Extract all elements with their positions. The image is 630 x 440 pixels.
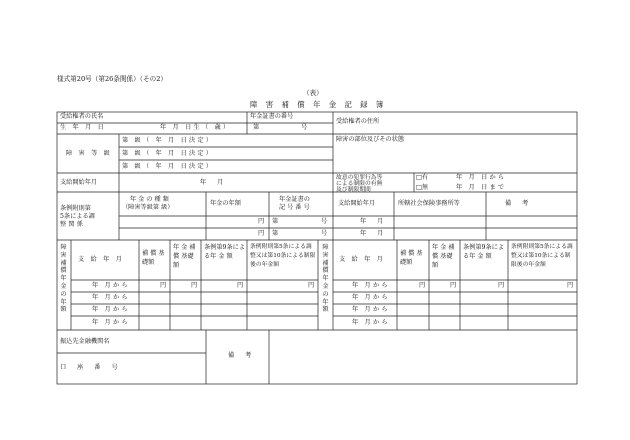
table-row-from: 年 月から	[352, 319, 390, 326]
option-no-checkbox[interactable]: □無	[416, 184, 429, 191]
pension-cert-value: 第 号	[253, 124, 328, 131]
table-row-yen: 円	[308, 282, 315, 289]
recipient-name-label: 受給権者の氏名	[60, 113, 104, 120]
office-label: 所轄社会保険事務所等	[398, 200, 460, 207]
grade-label: 障 害 等 級	[66, 150, 113, 157]
birth-date-label: 生 年 月 日	[60, 124, 107, 131]
crime-label-2: による制限の有無	[336, 181, 383, 187]
ledger-side-label-left: 障害補償年金の年額	[60, 244, 67, 314]
pension-cert-number-label-1: 年金証書の	[279, 196, 310, 203]
col-pension-left: 年 金 補 償 基礎額	[173, 244, 196, 269]
start-value: 年 月	[200, 179, 228, 186]
table-row-from: 年 月から	[352, 282, 390, 289]
table-row-from: 年 月から	[92, 282, 130, 289]
adjust-gou-1: 号	[321, 218, 328, 225]
col-rule9-right: 条例第9条による年 金 額	[463, 244, 505, 260]
table-row-from: 年 月から	[352, 306, 390, 313]
pension-kind-label: 年 金 の 種 類	[130, 196, 169, 203]
col-base-left: 補 償 基礎額	[142, 250, 165, 266]
bank-name-label: 振込先金融機関名	[60, 338, 110, 345]
adjust-label-3: 整関係	[60, 221, 86, 228]
table-row-from: 年 月から	[352, 294, 390, 301]
option-no-dates: 年 月 日まで	[456, 184, 507, 191]
grade-row-3: 第 級（ 年 月 日決定）	[122, 163, 215, 170]
table-marker: （表）	[303, 89, 323, 97]
adjust-dai-2: 第	[272, 230, 279, 237]
adjust-ym-2: 年 月	[360, 230, 388, 237]
ledger-side-label-right: 障害補償年金の年額	[322, 244, 329, 314]
pension-cert-label: 年金証書の番号	[250, 113, 294, 120]
table-row-yen: 円	[450, 282, 457, 289]
option-yes-dates: 年 月 日から	[456, 174, 507, 181]
table-row-from: 年 月から	[92, 306, 130, 313]
col-month-right: 支 給 年 月	[339, 256, 386, 263]
grade-row-2: 第 級（ 年 月 日決定）	[122, 150, 215, 157]
col-month-left: 支 給 年 月	[78, 256, 125, 263]
grade-row-1: 第 級（ 年 月 日決定）	[122, 137, 215, 144]
page-title: 障 害 補 償 年 金 記 録 簿	[250, 100, 387, 109]
table-row-yen: 円	[237, 282, 244, 289]
table-row-from: 年 月から	[92, 319, 130, 326]
crime-label-3: 及び制限期間	[336, 187, 371, 193]
adjust-remarks-label: 備 考	[505, 200, 533, 207]
col-adjusted-right: 条例附則第5条による調整又は第10条による制限後の年金額	[511, 244, 573, 268]
col-base-right: 補 償 基礎額	[400, 250, 423, 266]
bottom-remarks-label: 備 考	[228, 352, 256, 359]
adjust-gou-2: 号	[321, 230, 328, 237]
option-yes-checkbox[interactable]: □有	[416, 174, 429, 181]
adjust-label-2: 5条による調	[60, 213, 95, 220]
table-row-yen: 円	[191, 282, 198, 289]
col-adjusted-left: 条例附則第5条による調整又は第10条による制限後の年金額	[250, 244, 316, 268]
crime-label-1: 故意の犯罪行為等	[336, 175, 383, 181]
adjust-label-1: 条例附則第	[60, 205, 91, 212]
pension-cert-number-label-2: 記 号 番 号	[279, 204, 310, 211]
adjust-start-label: 支給開始年月	[338, 200, 376, 207]
pension-kind-grade: （障害等級第 級）	[122, 204, 174, 211]
adjust-ym-1: 年 月	[360, 218, 388, 225]
adjust-yen-2: 円	[258, 230, 265, 237]
adjust-yen-1: 円	[258, 218, 265, 225]
col-pension-right: 年 金 補 償 基礎額	[432, 244, 455, 269]
table-row-from: 年 月から	[92, 294, 130, 301]
table-row-yen: 円	[567, 282, 574, 289]
address-label: 受給権者の住所	[336, 118, 380, 125]
col-rule9-left: 条例第9条による年 金 額	[204, 244, 246, 260]
adjust-dai-1: 第	[272, 218, 279, 225]
table-row-yen: 円	[160, 282, 167, 289]
account-number-label: 口 座 番 号	[60, 364, 123, 371]
pension-amount-label: 年金の年額	[210, 200, 241, 207]
table-row-yen: 円	[419, 282, 426, 289]
birth-date-value: 年 月 日生（ 歳）	[160, 124, 232, 131]
start-label: 支給開始年月	[60, 179, 98, 186]
form-number: 様式第20号（第26条関係）（その2）	[57, 75, 167, 83]
injury-label: 障害の部位及びその状態	[336, 136, 405, 143]
table-row-yen: 円	[498, 282, 505, 289]
